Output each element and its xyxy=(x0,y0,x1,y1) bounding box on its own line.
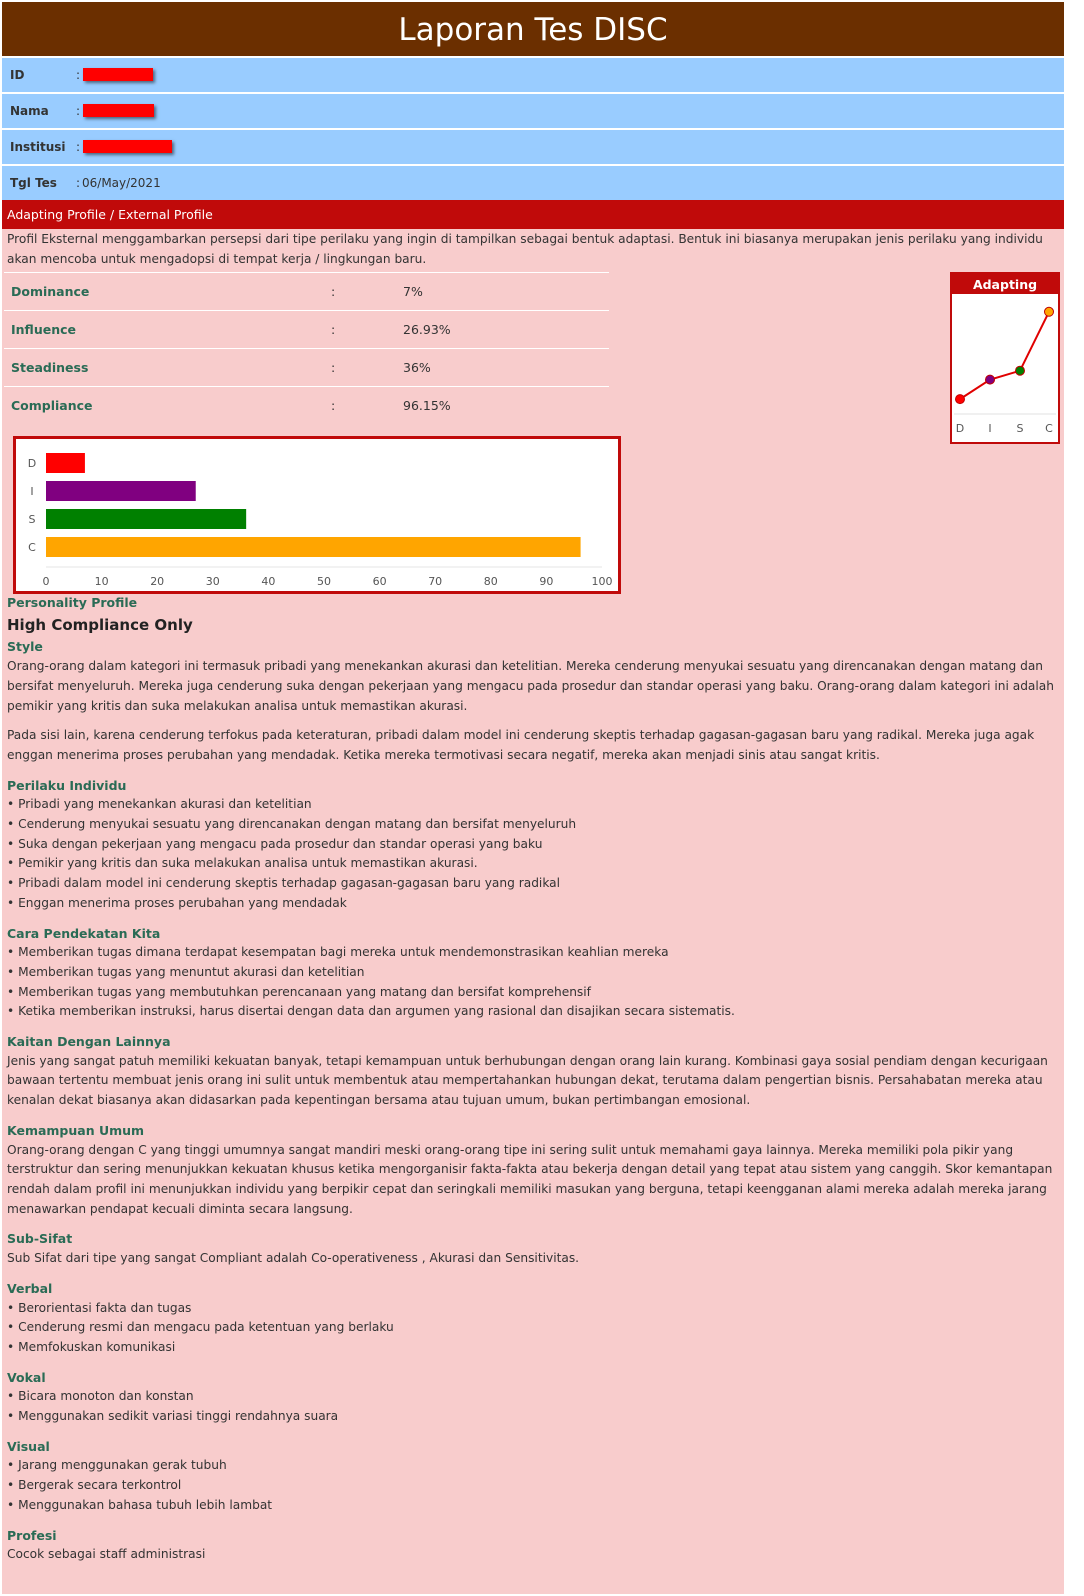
info-colon: : xyxy=(76,68,81,82)
point-i xyxy=(986,375,995,384)
vokal-list xyxy=(7,1387,1057,1426)
bar-category-label: C xyxy=(28,541,36,554)
vokal-heading: Vokal xyxy=(7,1369,46,1385)
personality-type: High Compliance Only xyxy=(7,615,193,634)
list-item: • Pemikir yang kritis dan suka melakukan analisa untuk memastikan akurasi. xyxy=(7,854,1057,874)
x-tick-label: 0 xyxy=(42,575,50,588)
x-tick-label: 30 xyxy=(205,575,220,588)
list-item: • Pribadi yang menekankan akurasi dan ketelitian xyxy=(7,795,1057,815)
list-item: • Bergerak secara terkontrol xyxy=(7,1476,1057,1496)
style-paragraph: Pada sisi lain, karena cenderung terfokus pada keteraturan, pribadi dalam model ini cenderung skeptis terhadap gagasan-gagasan baru yang radikal. Mereka juga agak enggan menerima proses perubahan yang mendadak. Ketika mereka termotivasi secara negatif, mereka akan menjadi sinis atau sangat kritis. xyxy=(7,728,1035,762)
score-value: 26.93% xyxy=(402,311,609,349)
profesi-paragraph: Cocok sebagai staff administrasi xyxy=(7,1547,206,1562)
redacted-value xyxy=(83,140,172,153)
score-colon: : xyxy=(330,349,402,387)
personality-heading: Personality Profile xyxy=(7,595,138,610)
kaitan-heading: Kaitan Dengan Lainnya xyxy=(7,1034,171,1050)
cara-list xyxy=(7,943,1057,1022)
list-item: • Cenderung resmi dan mengacu pada ketentuan yang berlaku xyxy=(7,1318,1057,1338)
list-item: • Jarang menggunakan gerak tubuh xyxy=(7,1456,1057,1476)
bar-c xyxy=(46,537,581,557)
x-tick-label: 50 xyxy=(317,575,331,588)
visual-list xyxy=(7,1456,1057,1515)
list-item: • Ketika memberikan instruksi, harus disertai dengan data dan argumen yang rasional dan disajikan secara sistematis. xyxy=(7,1002,1057,1022)
info-colon: : xyxy=(76,104,81,118)
point-c xyxy=(1045,307,1054,316)
x-tick-label: 80 xyxy=(483,575,498,588)
subsifat-heading: Sub-Sifat xyxy=(7,1231,73,1247)
score-row xyxy=(4,387,609,425)
score-row xyxy=(4,273,609,311)
list-item: • Enggan menerima proses perubahan yang mendadak xyxy=(7,894,1057,914)
perilaku-list xyxy=(7,795,1057,913)
x-tick-label: 70 xyxy=(428,575,443,588)
info-row-tgl xyxy=(2,164,1064,200)
mini-x-label: I xyxy=(988,422,992,435)
x-tick-label: 10 xyxy=(94,575,109,588)
list-item: • Memberikan tugas yang membutuhkan perencanaan yang matang dan bersifat komprehensif xyxy=(7,983,1057,1003)
disc-bar-chart xyxy=(13,436,621,594)
list-item: • Suka dengan pekerjaan yang mengacu pada prosedur dan standar operasi yang baku xyxy=(7,835,1057,855)
list-item: • Cenderung menyukai sesuatu yang direncanakan dengan matang dan bersifat menyeluruh xyxy=(7,815,1057,835)
list-item: • Berorientasi fakta dan tugas xyxy=(7,1299,1057,1319)
score-label: Steadiness xyxy=(4,349,330,387)
perilaku-heading: Perilaku Individu xyxy=(7,777,127,793)
info-label: ID xyxy=(10,68,25,82)
profesi-heading: Profesi xyxy=(7,1527,57,1543)
score-colon: : xyxy=(330,311,402,349)
score-row xyxy=(4,349,609,387)
style-paragraph: Orang-orang dalam kategori ini termasuk pribadi yang menekankan akurasi dan ketelitian. Mereka cenderung menyukai sesuatu yang direncanakan dengan matang dan bersifat menyeluruh. Mereka juga cenderung suka dengan pekerjaan yang mengacu pada prosedur dan standar operasi yang baku. Orang-orang dalam kategori ini adalah pemikir yang kritis dan suka melakukan analisa untuk memastikan akurasi. xyxy=(7,659,1054,713)
mini-x-label: C xyxy=(1045,422,1053,435)
redacted-value xyxy=(83,68,153,81)
style-heading: Style xyxy=(7,639,43,655)
list-item: • Memberikan tugas yang menuntut akurasi dan ketelitian xyxy=(7,963,1057,983)
info-row-institusi xyxy=(2,128,1064,164)
list-item: • Bicara monoton dan konstan xyxy=(7,1387,1057,1407)
personality-content xyxy=(7,593,1057,1565)
info-label: Nama xyxy=(10,104,49,118)
disc-bar-svg xyxy=(16,439,618,591)
subsifat-paragraph: Sub Sifat dari tipe yang sangat Compliant adalah Co-operativeness , Akurasi dan Sensitivitas. xyxy=(7,1251,580,1266)
score-row xyxy=(4,311,609,349)
score-table xyxy=(4,272,609,424)
info-colon: : xyxy=(76,140,81,154)
x-tick-label: 60 xyxy=(372,575,387,588)
mini-x-label: S xyxy=(1016,422,1024,435)
section-description: Profil Eksternal menggambarkan persepsi dari tipe perilaku yang ingin di tampilkan sebagai bentuk adaptasi. Bentuk ini biasanya merupakan jenis perilaku yang individu akan mencoba untuk mengadopsi di tempat kerja / lingkungan baru. xyxy=(7,232,1043,266)
score-value: 96.15% xyxy=(402,387,609,425)
bar-i xyxy=(46,481,196,501)
score-label: Compliance xyxy=(4,387,330,425)
info-label: Institusi xyxy=(10,140,66,154)
bar-d xyxy=(46,453,85,473)
report-page xyxy=(2,2,1064,1594)
mini-x-label: D xyxy=(955,422,965,435)
adapting-line-svg xyxy=(952,294,1058,440)
list-item: • Menggunakan sedikit variasi tinggi rendahnya suara xyxy=(7,1407,1057,1427)
x-tick-label: 100 xyxy=(591,575,613,588)
cara-heading: Cara Pendekatan Kita xyxy=(7,925,161,941)
list-item: • Memfokuskan komunikasi xyxy=(7,1338,1057,1358)
bar-s xyxy=(46,509,246,529)
redacted-value xyxy=(83,104,154,117)
score-label: Dominance xyxy=(4,273,330,311)
visual-heading: Visual xyxy=(7,1438,50,1454)
x-tick-label: 90 xyxy=(539,575,554,588)
score-value: 36% xyxy=(402,349,609,387)
list-item: • Memberikan tugas dimana terdapat kesempatan bagi mereka untuk mendemonstrasikan keahlian mereka xyxy=(7,943,1057,963)
section-header: Adapting Profile / External Profile xyxy=(2,200,1064,229)
list-item: • Menggunakan bahasa tubuh lebih lambat xyxy=(7,1496,1057,1516)
verbal-heading: Verbal xyxy=(7,1280,53,1296)
kemampuan-heading: Kemampuan Umum xyxy=(7,1122,145,1138)
report-title: Laporan Tes DISC xyxy=(2,2,1064,56)
x-tick-label: 20 xyxy=(150,575,165,588)
test-date: 06/May/2021 xyxy=(82,176,161,190)
point-s xyxy=(1016,366,1025,375)
info-colon: : xyxy=(76,176,81,190)
info-row-nama xyxy=(2,92,1064,128)
score-colon: : xyxy=(330,387,402,425)
bar-category-label: I xyxy=(30,485,34,498)
kemampuan-paragraph: Orang-orang dengan C yang tinggi umumnya sangat mandiri meski orang-orang tipe ini sering sulit untuk memahami gaya lainnya. Mereka memiliki pola pikir yang terstruktur dan sering menunjukkan kekuatan khusus ketika mengorganisir fakta-fakta atau bekerja dengan detail yang tepat atau sistem yang canggih. Skor kemantapan rendah dalam profil ini menunjukkan individu yang berpikir cepat dan seringkali memiliki masukan yang berguna, tetapi keengganan alami mereka adalah mereka jarang menawarkan pendapat kecuali diminta secara langsung. xyxy=(7,1142,1053,1216)
score-colon: : xyxy=(330,273,402,311)
score-label: Influence xyxy=(4,311,330,349)
adapting-line xyxy=(960,312,1049,399)
kaitan-paragraph: Jenis yang sangat patuh memiliki kekuatan banyak, tetapi kemampuan untuk berhubungan dengan orang lain kurang. Kombinasi gaya sosial pendiam dengan kecurigaan bawaan tertentu membuat jenis orang ini sulit untuk membentuk atau mempertahankan hubungan dekat, terutama dalam pengertian bisnis. Persahabatan mereka atau kenalan dekat biasanya akan didasarkan pada kepentingan bersama atau tujuan umum, bukan pertimbangan emosional. xyxy=(7,1053,1048,1108)
score-value: 7% xyxy=(402,273,609,311)
adapting-chart-title: Adapting xyxy=(952,274,1058,294)
verbal-list xyxy=(7,1299,1057,1358)
point-d xyxy=(956,395,965,404)
list-item: • Pribadi dalam model ini cenderung skeptis terhadap gagasan-gagasan baru yang radikal xyxy=(7,874,1057,894)
info-row-id xyxy=(2,56,1064,92)
bar-category-label: D xyxy=(27,457,37,470)
x-tick-label: 40 xyxy=(261,575,276,588)
bar-category-label: S xyxy=(28,513,36,526)
info-label: Tgl Tes xyxy=(10,176,57,190)
adapting-line-chart xyxy=(950,272,1060,444)
